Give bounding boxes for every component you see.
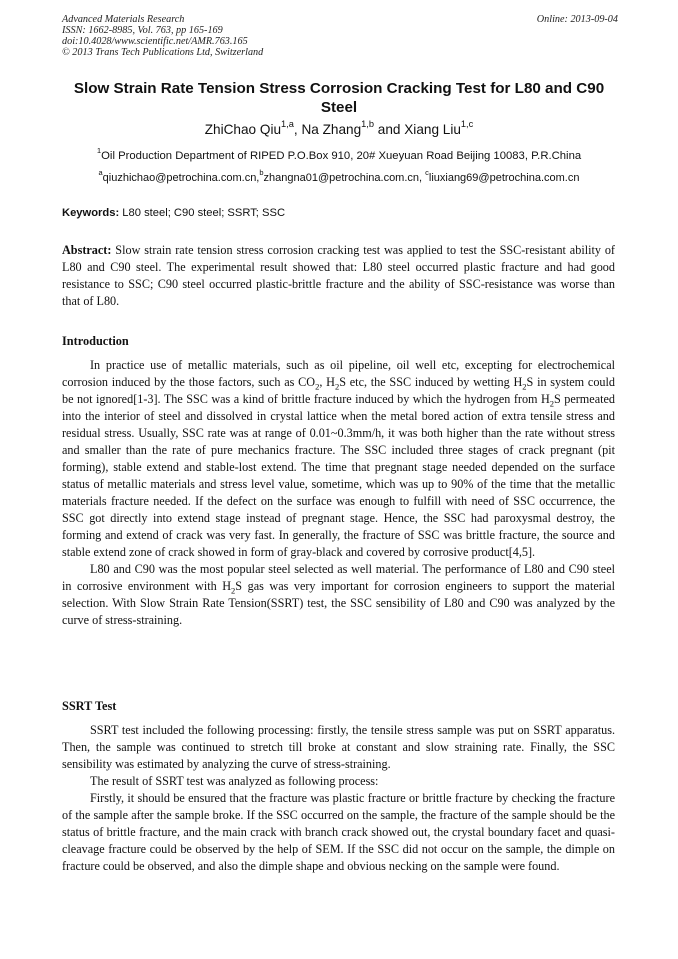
keywords-text: L80 steel; C90 steel; SSRT; SSC bbox=[119, 207, 286, 219]
text-run: S permeated into the interior of steel and dissolved in crystal lattice when the metal bored action of extra tensile stress and residual stress. Usually, SSC rate was at range of 0.01~0.3mm/h, it was both higher than the rate without stress and smaller than the rate of pure mechanics fracture. The SSC included three stages of crack pregnant (pit forming), stable extend and stable-lost extend. The time that pregnant stage needed depended on the surface status of metallic materials and stress level value, sometime, which was up to 90% of the time that the metallic materials fracture needed. If the defect on the surface was enough to fulfill with need of SSC occurrence, the SSC got directly into extend stage instead of pregnant stage. Hence, the SSC had paroxysmal destroy, the forming and extend of crack was very fast. In generally, the fracture of SSC was brittle fracture, the source and stable extend zone of crack showed in form of gray-black and covered by corrosive product[4,5]. bbox=[62, 392, 615, 559]
text-run: S in system could be not ignored[1-3]. The SSC was a kind of brittle fracture induced by which the hydrogen from H bbox=[62, 375, 615, 406]
online-date: Online: 2013-09-04 bbox=[536, 14, 618, 25]
paper-title: Slow Strain Rate Tension Stress Corrosion Cracking Test for L80 and C90 Steel bbox=[73, 80, 605, 116]
issn-line: ISSN: 1662-8985, Vol. 763, pp 165-169 bbox=[62, 25, 223, 36]
email-address: qiuzhichao@petrochina.com.cn, bbox=[102, 172, 260, 184]
text-run: S gas was very important for corrosion engineers to support the material selection. With Slow Strain Rate Tension(SSRT) test, the SSC sensibility of L80 and C90 was analyzed by the curve of stress-straining. bbox=[62, 579, 615, 627]
text-run: S etc, the SSC induced by wetting H bbox=[339, 375, 523, 389]
author-line bbox=[62, 119, 616, 138]
paragraph: Firstly, it should be ensured that the fracture was plastic fracture or brittle fracture by checking the fracture of the sample after the sample broke. If the SSC occurred on the sample, the fracture of the sample should be the status of brittle fracture, and the main crack with branch crack showed out, the crystal boundary facet and quasi-cleavage fracture could be observed by the help of SEM. If the SSC did not occur on the sample, the dimple on fracture could be observed, and also the dimple shape and obvious necking on the sample were found. bbox=[62, 791, 615, 873]
email-address: zhangna01@petrochina.com.cn, bbox=[263, 172, 426, 184]
email-superscript: c bbox=[425, 168, 429, 178]
introduction-heading: Introduction bbox=[62, 334, 129, 348]
journal-header bbox=[62, 14, 618, 58]
email-superscript: a bbox=[98, 168, 103, 178]
affiliation-text: Oil Production Department of RIPED P.O.Box 910, 20# Xueyuan Road Beijing 10083, P.R.China bbox=[101, 150, 582, 162]
author-name: ZhiChao Qiu bbox=[204, 122, 282, 137]
ssrt-body bbox=[62, 722, 615, 875]
copyright-line: © 2013 Trans Tech Publications Ltd, Switzerland bbox=[62, 47, 264, 58]
ssrt-heading: SSRT Test bbox=[62, 699, 117, 713]
abstract-text: Slow strain rate tension stress corrosion cracking test was applied to test the SSC-resistant ability of L80 and C90 steel. The experimental result showed that: L80 steel occurred plastic fracture and had good resistance to SSC; C90 steel occurred plastic-brittle fracture and the ability of SSC-resistance was worse than that of L80. bbox=[62, 243, 615, 308]
text-run: , H bbox=[319, 375, 335, 389]
journal-name: Advanced Materials Research bbox=[62, 14, 185, 25]
author-separator: , bbox=[293, 122, 302, 137]
author-name: Xiang Liu bbox=[404, 122, 461, 137]
paragraph: The result of SSRT test was analyzed as following process: bbox=[90, 774, 379, 788]
subscript: 2 bbox=[315, 381, 320, 392]
subscript: 2 bbox=[231, 585, 236, 596]
subscript: 2 bbox=[522, 381, 527, 392]
author-superscript: 1,c bbox=[460, 119, 474, 130]
author-superscript: 1,a bbox=[281, 119, 294, 130]
author-superscript: 1,b bbox=[361, 119, 374, 130]
keywords bbox=[62, 206, 616, 220]
subscript: 2 bbox=[334, 381, 340, 392]
paragraph: SSRT test included the following processing: firstly, the tensile stress sample was put on SSRT apparatus. Then, the sample was continued to stretch till broke at constant and slow straining rate. Finally, the SSC sensibility was estimated by analyzing the curve of stress-straining. bbox=[62, 723, 615, 771]
text-run: L80 and C90 was the most popular steel selected as well material. The performance of L80 and C90 steel in corrosive environment with H bbox=[62, 562, 615, 593]
doi-line: doi:10.4028/www.scientific.net/AMR.763.165 bbox=[62, 36, 248, 47]
email-address: liuxiang69@petrochina.com.cn bbox=[428, 172, 580, 184]
introduction-body bbox=[62, 357, 615, 629]
affiliation bbox=[62, 146, 616, 163]
paragraph bbox=[62, 357, 615, 561]
abstract-label: Abstract: bbox=[62, 243, 112, 257]
text-run: In practice use of metallic materials, such as oil pipeline, oil well etc, excepting for electrochemical corrosion induced by the those factors, such as CO bbox=[62, 358, 615, 389]
abstract bbox=[62, 242, 615, 310]
author-name: Na Zhang bbox=[301, 122, 362, 137]
affiliation-superscript: 1 bbox=[96, 146, 102, 156]
email-line bbox=[62, 168, 616, 185]
keywords-label: Keywords: bbox=[62, 207, 120, 219]
author-separator: and bbox=[374, 122, 405, 137]
email-superscript: b bbox=[259, 168, 264, 178]
paragraph bbox=[62, 561, 615, 629]
subscript: 2 bbox=[549, 398, 555, 409]
